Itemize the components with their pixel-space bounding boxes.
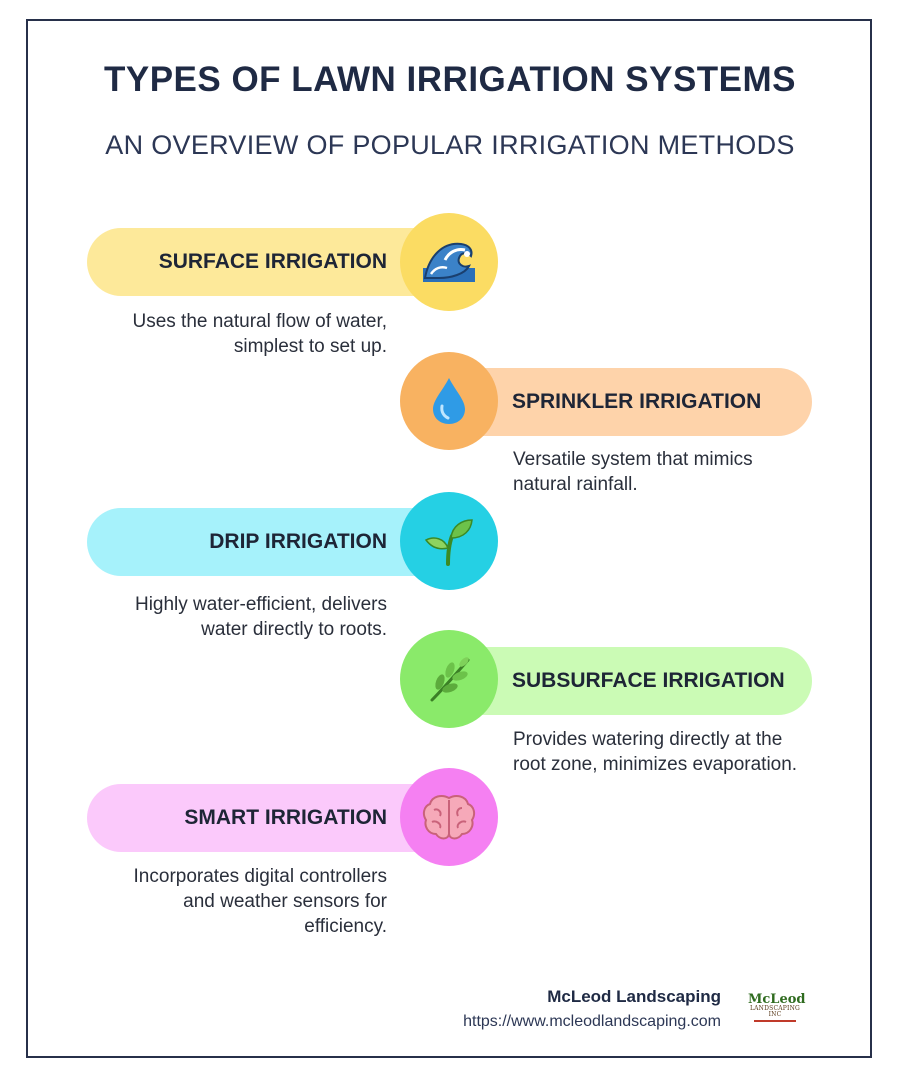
item-smart-pill (87, 784, 447, 852)
item-drip-label: DRIP IRRIGATION (209, 530, 387, 553)
item-smart-circle (400, 768, 498, 866)
footer-url[interactable]: https://www.mcleodlandscaping.com (463, 1013, 721, 1030)
item-surface-pill (87, 228, 447, 296)
brain-icon (422, 794, 476, 840)
item-subsurface-circle (400, 630, 498, 728)
item-surface-circle (400, 213, 498, 311)
item-sprinkler-pill (450, 368, 812, 436)
water-droplet-icon (429, 376, 469, 426)
item-drip-pill (87, 508, 447, 576)
ocean-wave-icon (421, 238, 477, 286)
page-subtitle: AN OVERVIEW OF POPULAR IRRIGATION METHODS (105, 130, 795, 160)
herb-icon (424, 654, 474, 704)
item-surface-description: Uses the natural flow of water, simplest to set up. (132, 311, 387, 357)
logo-subtext: LANDSCAPING INC (749, 1005, 801, 1018)
logo-underline (754, 1020, 796, 1022)
item-smart-label: SMART IRRIGATION (184, 806, 387, 829)
item-surface-label: SURFACE IRRIGATION (158, 250, 387, 273)
item-subsurface-description: Provides watering directly at the root zone, minimizes evaporation. (513, 729, 798, 775)
item-sprinkler-circle (400, 352, 498, 450)
item-subsurface-label: SUBSURFACE IRRIGATION (512, 669, 785, 692)
logo-text: McLeod (748, 992, 806, 1007)
footer-company-name: McLeod Landscaping (547, 987, 721, 1006)
seedling-icon (424, 516, 474, 566)
item-smart-description: Incorporates digital controllers and weather sensors for efficiency. (133, 866, 387, 937)
item-sprinkler-description: Versatile system that mimics natural rainfall. (513, 449, 753, 495)
item-subsurface-pill (450, 647, 812, 715)
item-sprinkler-label: SPRINKLER IRRIGATION (512, 390, 762, 413)
item-drip-circle (400, 492, 498, 590)
page-title: TYPES OF LAWN IRRIGATION SYSTEMS (103, 60, 797, 99)
company-logo (748, 992, 806, 1019)
item-drip-description: Highly water-efficient, delivers water directly to roots. (134, 594, 387, 640)
